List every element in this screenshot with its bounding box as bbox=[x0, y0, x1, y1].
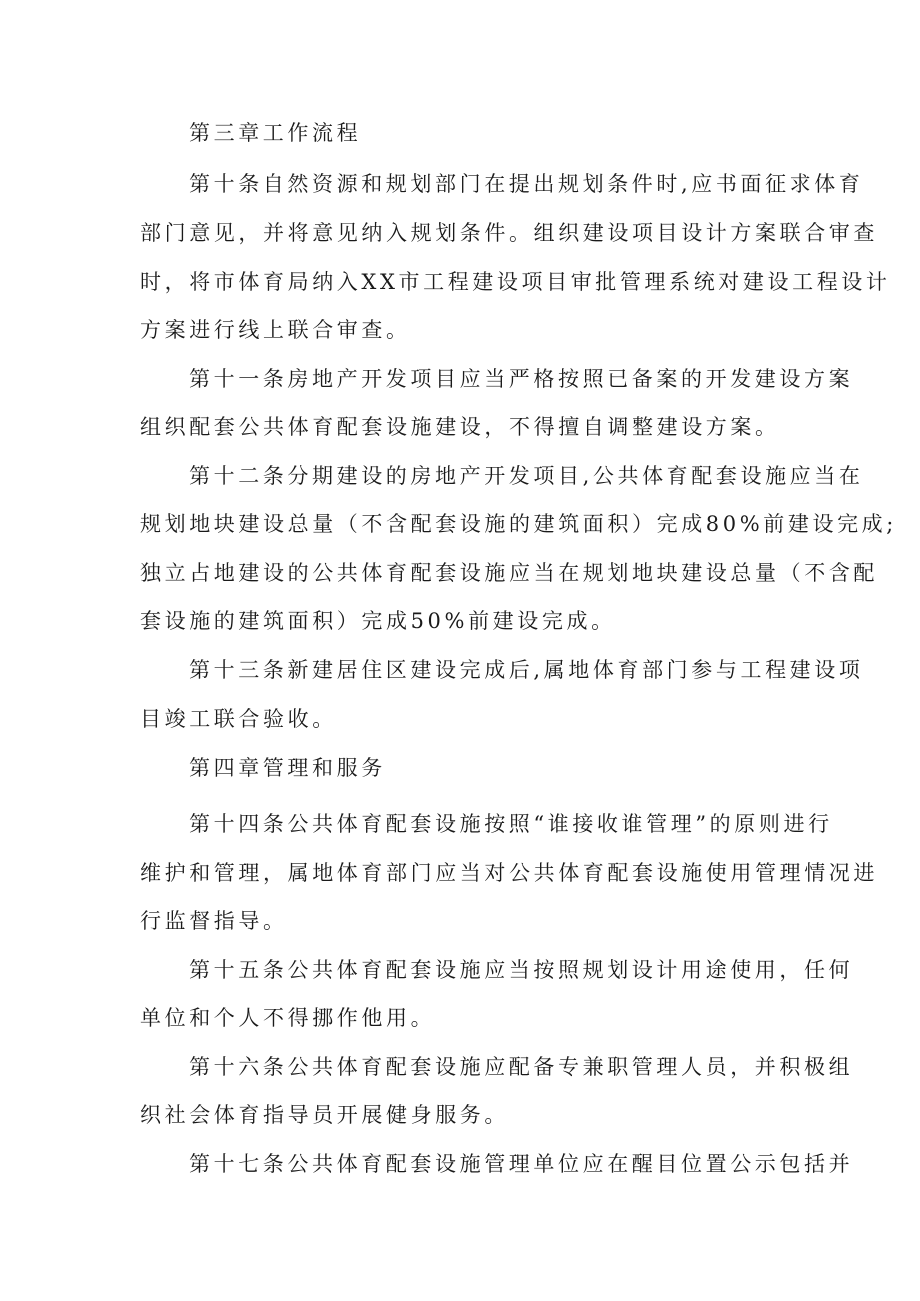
paragraph-line: 第十五条公共体育配套设施应当按照规划设计用途使用，任何 bbox=[189, 958, 854, 982]
paragraph-line: 套设施的建筑面积）完成50%前建设完成。 bbox=[140, 609, 616, 633]
paragraph-line: 目竣工联合验收。 bbox=[140, 707, 337, 731]
paragraph-line: 第十四条公共体育配套设施按照“谁接收谁管理”的原则进行 bbox=[189, 812, 833, 836]
paragraph-line: 第十六条公共体育配套设施应配备专兼职管理人员，并积极组 bbox=[189, 1055, 854, 1079]
paragraph-line: 单位和个人不得挪作他用。 bbox=[140, 1006, 436, 1030]
paragraph-line: 第十三条新建居住区建设完成后,属地体育部门参与工程建设项 bbox=[189, 658, 864, 682]
paragraph-line: 独立占地建设的公共体育配套设施应当在规划地块建设总量（不含配 bbox=[140, 561, 878, 585]
paragraph-line: 织社会体育指导员开展健身服务。 bbox=[140, 1103, 509, 1127]
paragraph-line: 第十二条分期建设的房地产开发项目,公共体育配套设施应当在 bbox=[189, 464, 864, 488]
paragraph-line: 第十一条房地产开发项目应当严格按照已备案的开发建设方案 bbox=[189, 367, 854, 391]
paragraph-line: 部门意见，并将意见纳入规划条件。组织建设项目设计方案联合审查 bbox=[140, 221, 878, 245]
paragraph-line: 组织配套公共体育配套设施建设，不得擅自调整建设方案。 bbox=[140, 415, 780, 439]
chapter-heading: 第三章工作流程 bbox=[189, 121, 362, 145]
paragraph-line: 第十七条公共体育配套设施管理单位应在醒目位置公示包括并 bbox=[189, 1152, 854, 1176]
paragraph-line: 维护和管理，属地体育部门应当对公共体育配套设施使用管理情况进 bbox=[140, 861, 878, 885]
paragraph-line: 行监督指导。 bbox=[140, 909, 288, 933]
paragraph-line: 第十条自然资源和规划部门在提出规划条件时,应书面征求体育 bbox=[189, 172, 864, 196]
paragraph-line: 时，将市体育局纳入XX市工程建设项目审批管理系统对建设工程设计 bbox=[140, 270, 891, 294]
paragraph-line: 规划地块建设总量（不含配套设施的建筑面积）完成80%前建设完成; bbox=[140, 512, 897, 536]
chapter-heading: 第四章管理和服务 bbox=[189, 756, 386, 780]
paragraph-line: 方案进行线上联合审查。 bbox=[140, 318, 411, 342]
